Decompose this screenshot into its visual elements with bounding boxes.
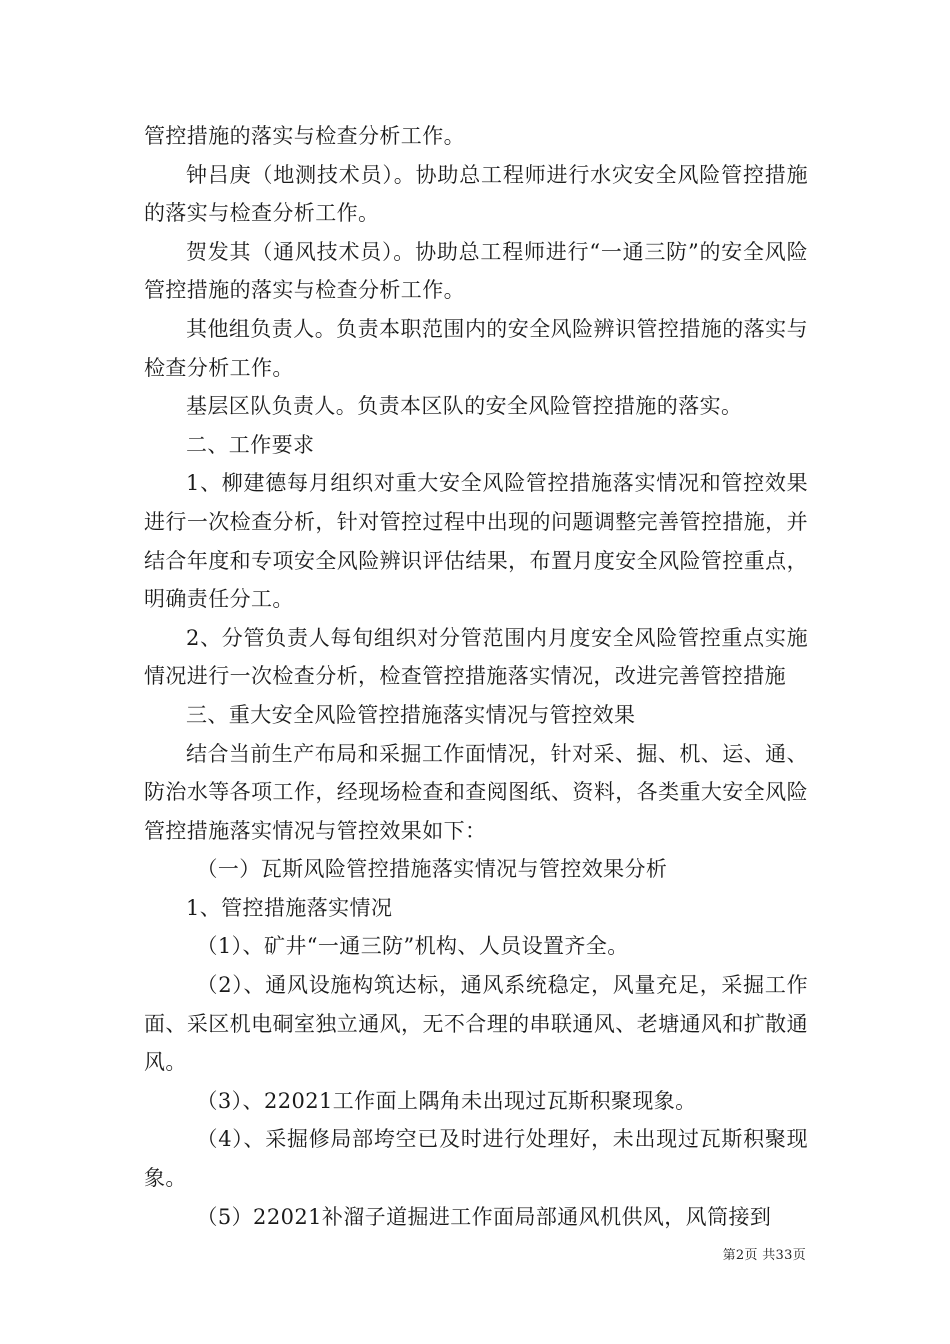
paragraph-2: 钟吕庚（地测技术员）。协助总工程师进行水灾安全风险管控措施的落实与检查分析工作。 [144,162,808,226]
paragraph-10: 结合当前生产布局和采掘工作面情况，针对采、掘、机、运、通、防治水等各项工作，经现场检查和查阅图纸、资料，各类重大安全风险管控措施落实情况与管控效果如下： [144,741,808,843]
footer-suffix: 页 [792,1248,806,1263]
footer-page-number: 2 [735,1248,745,1263]
list-item-1: （1）、矿井“一通三防”机构、人员设置齐全。 [196,934,629,959]
footer-middle: 页 共 [744,1248,776,1263]
list-item-3: （3）、22021工作面上隅角未出现过瓦斯积聚现象。 [196,1088,697,1113]
paragraph-4: 其他组负责人。负责本职范围内的安全风险辨识管控措施的落实与检查分析工作。 [144,316,808,380]
list-item-2: （2）、通风设施构筑达标，通风系统稳定，风量充足，采掘工作面、采区机电硐室独立通风，无不合理的串联通风、老塘通风和扩散通风。 [144,973,808,1075]
page-footer [723,1244,806,1263]
paragraph-3: 贺发其（通风技术员）。协助总工程师进行“一通三防”的安全风险管控措施的落实与检查分析工作。 [144,239,808,303]
paragraph-12: 1、管控措施落实情况 [186,895,393,920]
section-heading-3: 三、重大安全风险管控措施落实情况与管控效果 [186,702,636,727]
document-body [144,117,808,1236]
paragraph-8: 2、分管负责人每旬组织对分管范围内月度安全风险管控重点实施情况进行一次检查分析，检查管控措施落实情况，改进完善管控措施 [144,625,808,689]
paragraph-7: 1、柳建德每月组织对重大安全风险管控措施落实情况和管控效果进行一次检查分析，针对管控过程中出现的问题调整完善管控措施，并结合年度和专项安全风险辨识评估结果，布置月度安全风险管控重点，明确责任分工。 [144,471,808,612]
paragraph-1: 管控措施的落实与检查分析工作。 [144,124,465,148]
section-heading-2: 二、工作要求 [186,432,315,457]
footer-prefix: 第 [722,1248,736,1263]
paragraph-5: 基层区队负责人。负责本区队的安全风险管控措施的落实。 [186,394,743,419]
list-item-4: （4）、采掘修局部垮空已及时进行处理好，未出现过瓦斯积聚现象。 [144,1127,808,1191]
subsection-heading-1: （一）瓦斯风险管控措施落实情况与管控效果分析 [196,857,668,882]
footer-total-pages: 33 [775,1248,793,1263]
list-item-5: （5）22021补溜子道掘进工作面局部通风机供风，风筒接到 [196,1204,772,1229]
